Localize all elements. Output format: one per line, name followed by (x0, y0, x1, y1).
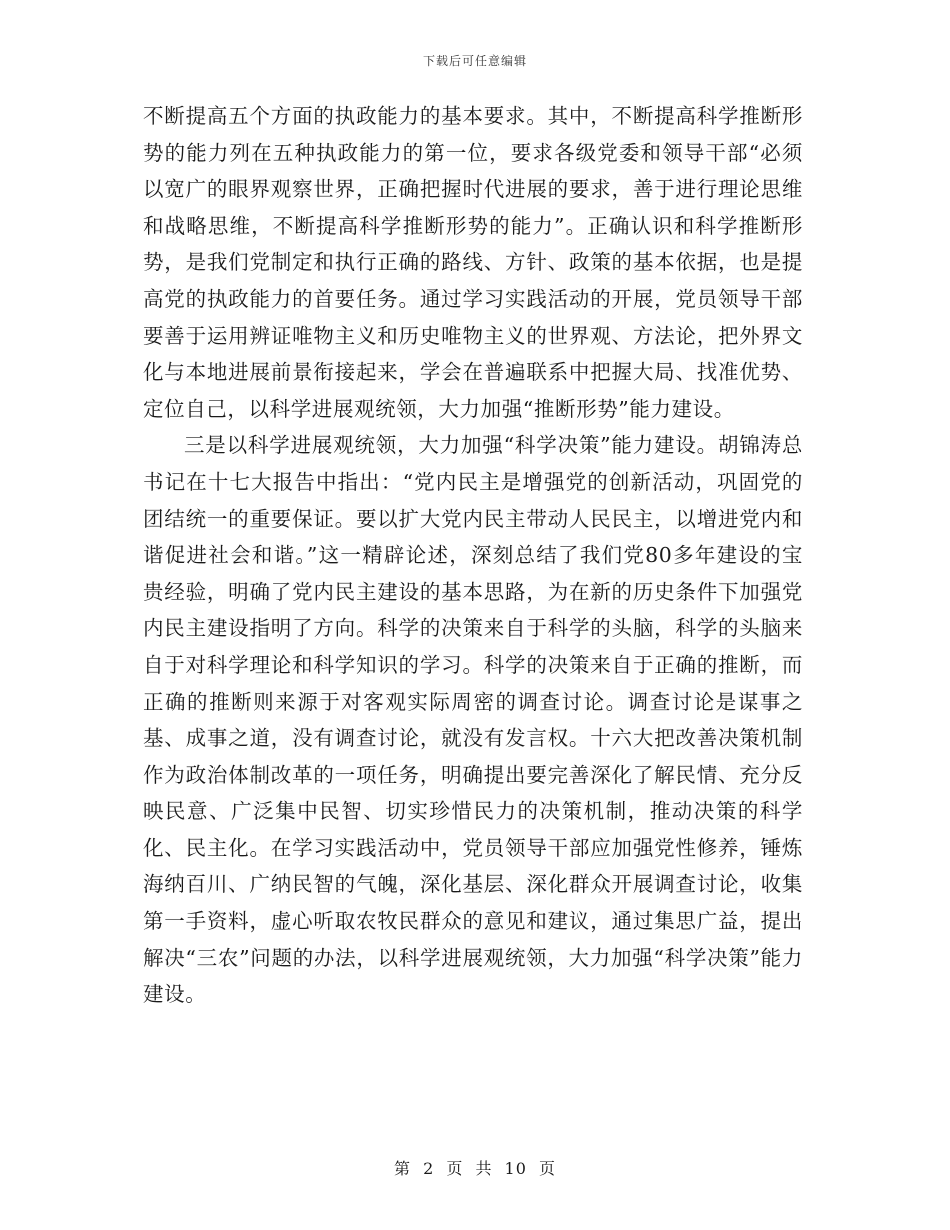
paragraph-continuation: 不断提高五个方面的执政能力的基本要求。其中，不断提高科学推断形势的能力列在五种执政能力的第一位，要求各级党委和领导干部“必须以宽广的眼界观察世界，正确把握时代进展的要求，善于进行理论思维和战略思维，不断提高科学推断形势的能力”。正确认识和科学推断形势，是我们党制定和执行正确的路线、方针、政策的基本依据，也是提高党的执政能力的首要任务。通过学习实践活动的开展，党员领导干部要善于运用辨证唯物主义和历史唯物主义的世界观、方法论，把外界文化与本地进展前景衔接起来，学会在普遍联系中把握大局、找准优势、定位自己，以科学进展观统领，大力加强“推断形势”能力建设。 (143, 104, 803, 421)
page-number-footer: 第 2 页 共 10 页 (394, 1159, 556, 1178)
paragraph-scientific-decision: 三是以科学进展观统领，大力加强“科学决策”能力建设。胡锦涛总书记在十七大报告中指出：“党内民主是增强党的创新活动，巩固党的团结统一的重要保证。要以扩大党内民主带动人民民主，以增进党内和谐促进社会和谐。”这一精辟论述，深刻总结了我们党80多年建设的宝贵经验，明确了党内民主建设的基本思路，为在新的历史条件下加强党内民主建设指明了方向。科学的决策来自于科学的头脑，科学的头脑来自于对科学理论和科学知识的学习。科学的决策来自于正确的推断，而正确的推断则来源于对客观实际周密的调查讨论。调查讨论是谋事之基、成事之道，没有调查讨论，就没有发言权。十六大把改善决策机制作为政治体制改革的一项任务，明确提出要完善深化了解民情、充分反映民意、广泛集中民智、切实珍惜民力的决策机制，推动决策的科学化、民主化。在学习实践活动中，党员领导干部应加强党性修养，锤炼海纳百川、广纳民智的气魄，深化基层、深化群众开展调查讨论，收集第一手资料，虚心听取农牧民群众的意见和建议，通过集思广益，提出解决“三农”问题的办法，以科学进展观统领，大力加强“科学决策”能力建设。 (143, 433, 803, 1007)
document-body (143, 98, 803, 1013)
page-header: 下载后可任意编辑 (422, 54, 527, 68)
